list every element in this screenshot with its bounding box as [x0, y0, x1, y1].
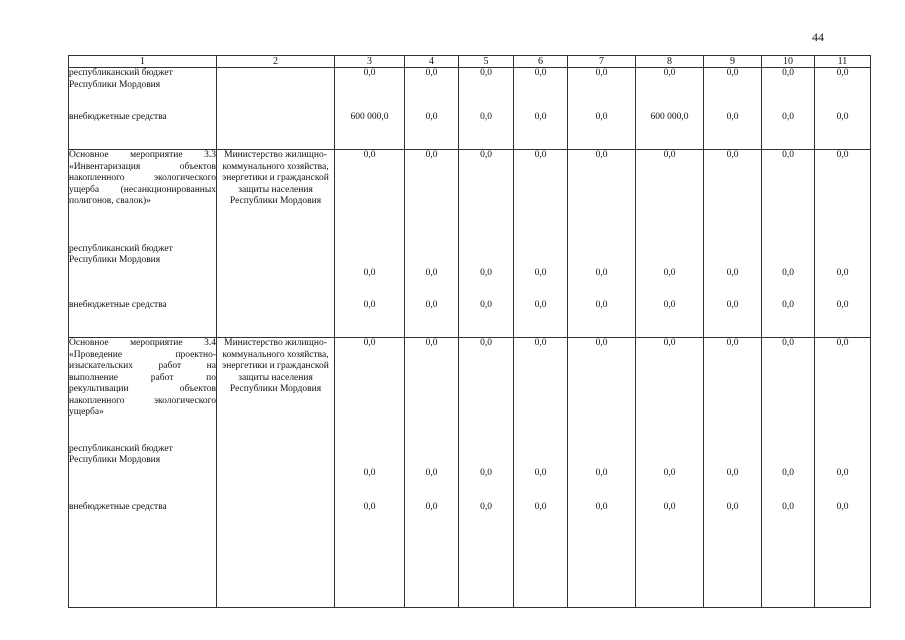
value-cell: 0,0	[762, 496, 815, 608]
header-row	[69, 56, 871, 68]
header-cell: 7	[568, 56, 636, 68]
measure-name: Основное мероприятие 3.4 «Проведение проектно-изыскательских работ на выполнение работ по рекультивации объектов накопленного экологического ущерба»	[69, 338, 217, 444]
table-row	[69, 294, 871, 338]
table-row	[69, 496, 871, 608]
value-cell: 0,0	[405, 68, 459, 112]
funding-source-label: внебюджетные средства	[69, 112, 217, 150]
value-cell: 0,0	[762, 338, 815, 444]
executor-name: Министерство жилищно-коммунального хозяйства, энергетики и гражданской защиты населения Республики Мордовия	[217, 338, 335, 496]
value-cell: 0,0	[568, 496, 636, 608]
value-cell: 0,0	[762, 294, 815, 338]
value-cell: 0,0	[704, 244, 762, 294]
header-cell: 11	[815, 56, 871, 68]
executor-name: Министерство жилищно-коммунального хозяйства, энергетики и гражданской защиты населения Республики Мордовия	[217, 150, 335, 294]
value-cell: 600 000,0	[636, 112, 704, 150]
table-row	[69, 244, 871, 294]
value-cell: 0,0	[568, 444, 636, 496]
header-cell: 2	[217, 56, 335, 68]
funding-source-label: республиканский бюджет Республики Мордовия	[69, 244, 217, 294]
value-cell: 0,0	[459, 112, 514, 150]
value-cell: 0,0	[704, 294, 762, 338]
executor-cell	[217, 294, 335, 338]
value-cell: 600 000,0	[335, 112, 405, 150]
value-cell: 0,0	[514, 244, 568, 294]
table-row	[69, 338, 871, 444]
value-cell: 0,0	[762, 150, 815, 244]
funding-source-label: республиканский бюджет Республики Мордовия	[69, 444, 217, 496]
value-cell: 0,0	[704, 444, 762, 496]
value-cell: 0,0	[704, 496, 762, 608]
table-row	[69, 68, 871, 112]
value-cell: 0,0	[514, 496, 568, 608]
value-cell: 0,0	[704, 112, 762, 150]
value-cell: 0,0	[762, 244, 815, 294]
header-cell: 9	[704, 56, 762, 68]
value-cell: 0,0	[335, 444, 405, 496]
value-cell: 0,0	[636, 444, 704, 496]
header-cell: 10	[762, 56, 815, 68]
value-cell: 0,0	[335, 294, 405, 338]
value-cell: 0,0	[762, 444, 815, 496]
value-cell: 0,0	[405, 294, 459, 338]
value-cell: 0,0	[815, 112, 871, 150]
value-cell: 0,0	[405, 150, 459, 244]
header-cell: 5	[459, 56, 514, 68]
value-cell: 0,0	[815, 68, 871, 112]
page-number: 44	[812, 30, 824, 44]
value-cell: 0,0	[405, 244, 459, 294]
value-cell: 0,0	[636, 68, 704, 112]
value-cell: 0,0	[636, 244, 704, 294]
value-cell: 0,0	[335, 244, 405, 294]
budget-table	[68, 55, 871, 608]
value-cell: 0,0	[405, 338, 459, 444]
table-row	[69, 444, 871, 496]
funding-source-label: внебюджетные средства	[69, 496, 217, 608]
value-cell: 0,0	[405, 112, 459, 150]
value-cell: 0,0	[459, 444, 514, 496]
value-cell: 0,0	[514, 444, 568, 496]
value-cell: 0,0	[636, 496, 704, 608]
funding-source-label: республиканский бюджет Республики Мордовия	[69, 68, 217, 112]
value-cell: 0,0	[568, 68, 636, 112]
value-cell: 0,0	[568, 112, 636, 150]
table-row	[69, 112, 871, 150]
value-cell: 0,0	[459, 294, 514, 338]
value-cell: 0,0	[568, 150, 636, 244]
value-cell: 0,0	[514, 68, 568, 112]
value-cell: 0,0	[459, 496, 514, 608]
value-cell: 0,0	[815, 294, 871, 338]
value-cell: 0,0	[514, 150, 568, 244]
value-cell: 0,0	[459, 338, 514, 444]
table-row	[69, 150, 871, 244]
value-cell: 0,0	[459, 244, 514, 294]
header-cell: 3	[335, 56, 405, 68]
header-cell: 1	[69, 56, 217, 68]
value-cell: 0,0	[704, 68, 762, 112]
value-cell: 0,0	[636, 294, 704, 338]
value-cell: 0,0	[335, 150, 405, 244]
value-cell: 0,0	[568, 338, 636, 444]
value-cell: 0,0	[514, 338, 568, 444]
value-cell: 0,0	[459, 150, 514, 244]
value-cell: 0,0	[815, 338, 871, 444]
value-cell: 0,0	[405, 496, 459, 608]
value-cell: 0,0	[405, 444, 459, 496]
value-cell: 0,0	[815, 496, 871, 608]
value-cell: 0,0	[568, 294, 636, 338]
value-cell: 0,0	[704, 338, 762, 444]
executor-cell	[217, 112, 335, 150]
value-cell: 0,0	[514, 294, 568, 338]
value-cell: 0,0	[335, 68, 405, 112]
value-cell: 0,0	[335, 338, 405, 444]
value-cell: 0,0	[335, 496, 405, 608]
value-cell: 0,0	[815, 444, 871, 496]
measure-name: Основное мероприятие 3.3 «Инвентаризация объектов накопленного экологического ущерба (несанкционированных полигонов, свалок)»	[69, 150, 217, 244]
value-cell: 0,0	[636, 338, 704, 444]
header-cell: 6	[514, 56, 568, 68]
value-cell: 0,0	[568, 244, 636, 294]
header-cell: 8	[636, 56, 704, 68]
value-cell: 0,0	[762, 112, 815, 150]
executor-cell	[217, 68, 335, 112]
value-cell: 0,0	[636, 150, 704, 244]
header-cell: 4	[405, 56, 459, 68]
executor-cell	[217, 496, 335, 608]
value-cell: 0,0	[459, 68, 514, 112]
value-cell: 0,0	[704, 150, 762, 244]
funding-source-label: внебюджетные средства	[69, 294, 217, 338]
value-cell: 0,0	[762, 68, 815, 112]
value-cell: 0,0	[514, 112, 568, 150]
value-cell: 0,0	[815, 244, 871, 294]
value-cell: 0,0	[815, 150, 871, 244]
